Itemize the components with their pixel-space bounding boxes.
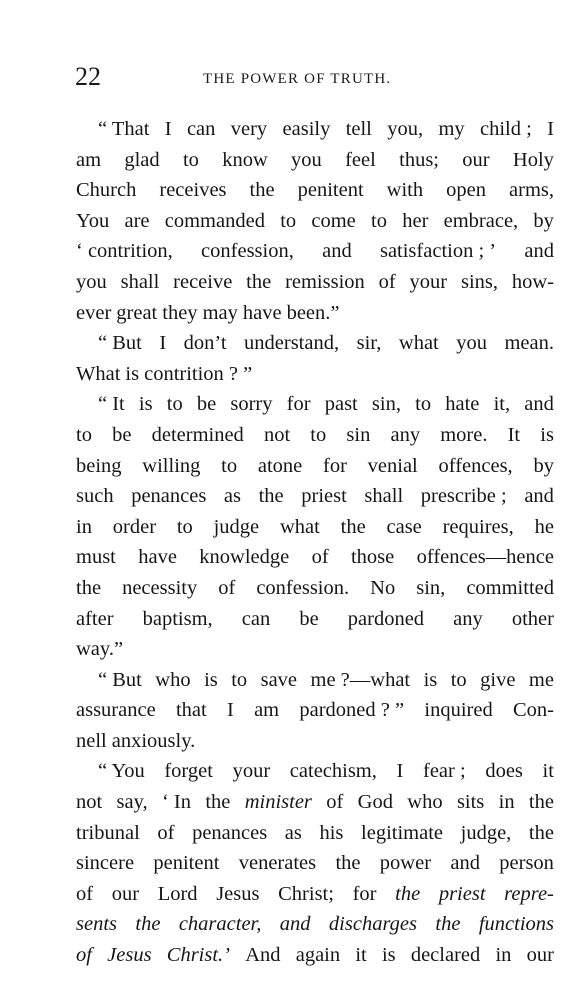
word: your (409, 270, 448, 293)
word: he (534, 515, 554, 538)
text-line (76, 604, 554, 635)
text-line (76, 175, 554, 206)
word: to (221, 454, 238, 477)
word: understand, (244, 332, 340, 355)
word: very (230, 118, 268, 140)
word: remission (285, 270, 365, 293)
word: assurance (76, 699, 156, 722)
word: can (241, 607, 271, 630)
word: willing (142, 454, 201, 477)
word: to (182, 148, 199, 171)
page-number: 22 (75, 62, 101, 91)
text-line (76, 389, 554, 420)
text-line (76, 695, 554, 726)
word: contrition ? ” (144, 362, 253, 385)
text-line (76, 726, 554, 757)
word: You (76, 209, 110, 232)
word: Christ.’ (166, 944, 230, 967)
text-line (76, 298, 554, 329)
word: pardoned (347, 607, 425, 630)
word: and (450, 852, 480, 875)
word: the (528, 791, 554, 814)
word: Holy (512, 148, 554, 171)
word: to (280, 209, 297, 232)
word: offences—hence (416, 546, 554, 569)
word: and (524, 485, 554, 508)
text-line (76, 848, 554, 879)
word: me (528, 668, 554, 691)
word: the (246, 270, 272, 293)
word: embrace, (443, 209, 519, 232)
word: And (245, 944, 281, 967)
word: prescribe ; (420, 485, 507, 508)
word: it, (493, 393, 511, 416)
text-line (76, 909, 554, 940)
word: is (381, 944, 396, 967)
word: you (456, 332, 487, 355)
running-head (75, 62, 555, 92)
word: who (155, 668, 191, 691)
word: not (76, 791, 103, 814)
word: by (533, 454, 554, 477)
word: “ But (98, 332, 142, 355)
word: me ?—what (310, 668, 411, 691)
word: and (322, 240, 352, 263)
word: “ It (98, 393, 125, 416)
word: confession, (201, 240, 294, 263)
word: functions (478, 913, 554, 936)
word: come (311, 209, 356, 232)
word: shall (364, 485, 404, 508)
word: inquired (424, 699, 493, 722)
word: sir, (356, 332, 382, 355)
word: be (112, 423, 132, 446)
word: I (226, 699, 234, 722)
word: case (386, 515, 422, 538)
word: may (202, 301, 238, 324)
word: power (379, 852, 432, 875)
word: for (286, 393, 311, 416)
word: “ But (98, 668, 142, 691)
text-line (76, 267, 554, 298)
word: person (499, 852, 554, 875)
word: are (124, 209, 150, 232)
text-line (76, 451, 554, 482)
word: “ You (98, 760, 145, 783)
word: what (398, 332, 439, 355)
word: open (446, 179, 486, 202)
word: requires, (442, 515, 514, 538)
word: say, (116, 791, 148, 814)
word: as (284, 821, 302, 844)
word: the (335, 852, 361, 875)
word: to (310, 423, 327, 446)
word: of (311, 546, 329, 569)
word: “ That (98, 118, 150, 140)
word: be (196, 393, 217, 416)
word: the (395, 882, 421, 905)
word: way.” (76, 638, 124, 661)
word: it (542, 760, 554, 783)
word: you (291, 148, 322, 171)
word: sincere (76, 852, 135, 875)
word: I (159, 332, 167, 355)
word: sents (76, 913, 117, 936)
word: is (423, 668, 438, 691)
word: penances (131, 485, 207, 508)
word: sins, (460, 270, 498, 293)
word: minister (244, 791, 312, 814)
word: and (524, 240, 554, 263)
word: commanded (164, 209, 265, 232)
text-line (76, 359, 554, 390)
word: satisfaction ; ’ (379, 240, 497, 263)
word: does (485, 760, 523, 783)
word: the (528, 821, 554, 844)
word: Lord (157, 882, 198, 905)
word: judge (213, 515, 260, 538)
word: is (125, 362, 140, 385)
word: of (76, 944, 92, 967)
word: is (204, 668, 218, 691)
word: and (524, 393, 554, 416)
word: great (116, 301, 158, 324)
text-line (76, 328, 554, 359)
word: ever (76, 301, 112, 324)
word: penitent (297, 179, 364, 202)
word: ‘ In (161, 791, 192, 814)
word: our (462, 148, 490, 171)
word: for (323, 454, 347, 477)
word: mean. (504, 332, 554, 355)
word: the (249, 179, 275, 202)
text-line (76, 879, 554, 910)
word: again (295, 944, 341, 967)
word: who (407, 791, 443, 814)
word: after (76, 607, 114, 630)
word: the (76, 576, 102, 599)
word: of (326, 791, 344, 814)
word: you (76, 270, 107, 293)
word: penances (192, 821, 268, 844)
word: our (526, 944, 554, 967)
word: thus; (399, 148, 439, 171)
word: I (547, 118, 554, 140)
word: fear ; (423, 760, 466, 783)
word: that (175, 699, 207, 722)
word: forget (164, 760, 213, 783)
word: baptism, (142, 607, 213, 630)
word: shall (120, 270, 160, 293)
word: I (396, 760, 404, 783)
text-line (76, 787, 554, 818)
word: in (76, 515, 92, 538)
text-line (76, 634, 554, 665)
word: the (340, 515, 366, 538)
word: they (162, 301, 198, 324)
word: am (76, 148, 102, 171)
word: feel (345, 148, 376, 171)
word: for (352, 882, 377, 905)
word: offences, (438, 454, 513, 477)
word: save (260, 668, 298, 691)
word: past (324, 393, 358, 416)
word: be (299, 607, 319, 630)
word: God (357, 791, 393, 814)
text-line (76, 420, 554, 451)
word: character, (178, 913, 262, 936)
word: sorry (230, 393, 273, 416)
word: catechism, (289, 760, 377, 783)
word: my (438, 118, 465, 140)
word: to (415, 393, 432, 416)
word: as (223, 485, 241, 508)
word: give (480, 668, 516, 691)
word: our (111, 882, 140, 905)
word: child ; (479, 118, 532, 140)
word: those (350, 546, 395, 569)
word: pardoned ? ” (299, 699, 405, 722)
word: the (135, 913, 161, 936)
word: It (507, 423, 521, 446)
text-line (76, 206, 554, 237)
word: sits (456, 791, 485, 814)
word: not (263, 423, 291, 446)
word: legitimate (361, 821, 444, 844)
word: anxiously. (111, 729, 196, 752)
word: ‘ contrition, (76, 240, 173, 263)
word: order (112, 515, 157, 538)
word: Con- (512, 699, 554, 722)
word: repre- (504, 882, 554, 905)
word: know (222, 148, 268, 171)
word: to (450, 668, 467, 691)
word: have (138, 546, 177, 569)
word: arms, (509, 179, 554, 202)
word: atone (257, 454, 303, 477)
word: What (76, 362, 121, 385)
word: can (186, 118, 216, 140)
text-line (76, 542, 554, 573)
word: knowledge (199, 546, 290, 569)
word: Jesus (107, 944, 152, 967)
word: priest (438, 882, 486, 905)
word: to (76, 423, 92, 446)
word: tell (345, 118, 372, 140)
word: nell (76, 729, 107, 752)
word: tribunal (76, 821, 140, 844)
word: determined (151, 423, 244, 446)
word: I (164, 118, 172, 140)
word: am (254, 699, 280, 722)
word: the (258, 485, 284, 508)
word: and (279, 913, 311, 936)
word: other (511, 607, 554, 630)
word: declared (410, 944, 481, 967)
word: to (176, 515, 193, 538)
word: any (453, 607, 483, 630)
word: discharges (328, 913, 417, 936)
word: her (402, 209, 429, 232)
text-line (76, 481, 554, 512)
word: must (76, 546, 116, 569)
word: of (378, 270, 396, 293)
word: No (370, 576, 396, 599)
word: to (166, 393, 183, 416)
word: his (319, 821, 344, 844)
word: sin (346, 423, 371, 446)
text-line (76, 114, 554, 145)
word: by (533, 209, 554, 232)
word: priest (301, 485, 347, 508)
word: Church (76, 179, 137, 202)
word: been.” (286, 301, 340, 324)
word: sin, (371, 393, 401, 416)
text-line (76, 756, 554, 787)
word: don’t (183, 332, 227, 355)
word: penitent (153, 852, 220, 875)
text-line (76, 512, 554, 543)
word: of (76, 882, 94, 905)
word: being (76, 454, 122, 477)
text-line (76, 573, 554, 604)
word: how- (511, 270, 554, 293)
word: judge, (460, 821, 512, 844)
word: necessity (122, 576, 198, 599)
word: glad (124, 148, 160, 171)
body-text (76, 114, 554, 971)
text-line (76, 665, 554, 696)
text-line (76, 145, 554, 176)
word: the (435, 913, 461, 936)
word: more. (440, 423, 488, 446)
word: it (355, 944, 367, 967)
word: hate (445, 393, 480, 416)
word: Christ; (278, 882, 334, 905)
word: Jesus (216, 882, 260, 905)
word: in (495, 944, 512, 967)
word: is (138, 393, 153, 416)
word: your (232, 760, 271, 783)
word: to (231, 668, 248, 691)
word: receives (159, 179, 227, 202)
word: the (205, 791, 231, 814)
word: any (390, 423, 421, 446)
word: such (76, 485, 114, 508)
word: receive (173, 270, 233, 293)
word: with (386, 179, 424, 202)
word: easily (282, 118, 331, 140)
text-line (76, 818, 554, 849)
word: of (218, 576, 236, 599)
text-line (76, 940, 554, 971)
word: is (540, 423, 554, 446)
word: committed (466, 576, 554, 599)
word: have (242, 301, 282, 324)
word: venial (367, 454, 418, 477)
word: to (371, 209, 387, 232)
word: sin, (416, 576, 446, 599)
word: confession. (256, 576, 350, 599)
word: venerates (238, 852, 317, 875)
word: you, (387, 118, 424, 140)
word: what (279, 515, 320, 538)
running-title: THE POWER OF TRUTH. (203, 71, 392, 87)
text-line (76, 236, 554, 267)
word: of (157, 821, 175, 844)
word: in (498, 791, 515, 814)
